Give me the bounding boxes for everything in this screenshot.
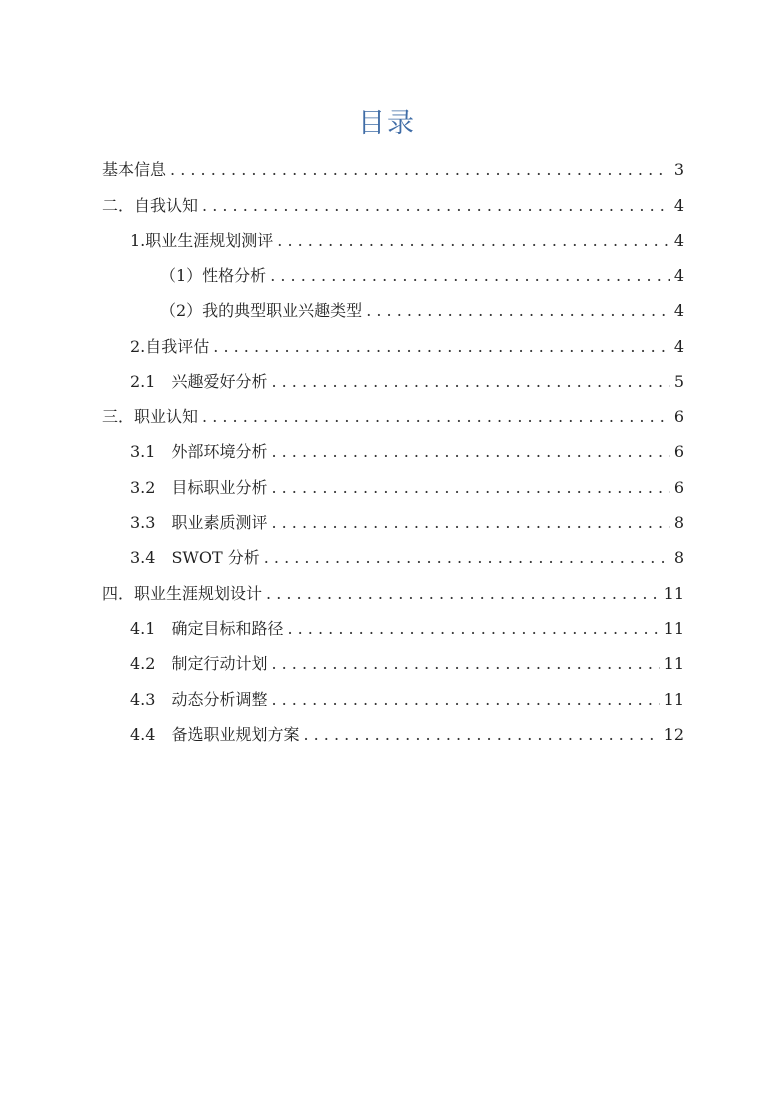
toc-leader-dots bbox=[202, 403, 670, 431]
toc-entry-action-plan[interactable] bbox=[130, 650, 684, 678]
toc-entry-interest-type[interactable] bbox=[160, 297, 684, 325]
toc-leader-dots bbox=[271, 650, 659, 678]
toc-page-number: 11 bbox=[663, 584, 684, 603]
toc-entry-self-cognition[interactable] bbox=[102, 192, 684, 220]
toc-entry-label: 4.1 确定目标和路径 bbox=[130, 619, 284, 638]
toc-page-number: 4 bbox=[673, 301, 684, 320]
toc-entry-basic-info[interactable] bbox=[102, 156, 684, 184]
toc-page-number: 6 bbox=[673, 407, 684, 426]
toc-entry-career-plan-design[interactable] bbox=[102, 580, 684, 608]
toc-page-number: 8 bbox=[673, 513, 684, 532]
toc-page-number: 12 bbox=[663, 725, 684, 744]
toc-leader-dots bbox=[277, 227, 670, 255]
toc-entry-dynamic-adjustment[interactable] bbox=[130, 686, 684, 714]
toc-page-number: 3 bbox=[673, 160, 684, 179]
toc-leader-dots bbox=[266, 580, 660, 608]
toc-leader-dots bbox=[271, 368, 669, 396]
toc-entry-label: 3.3 职业素质测评 bbox=[130, 513, 268, 532]
toc-page-number: 4 bbox=[673, 196, 684, 215]
toc-leader-dots bbox=[213, 333, 670, 361]
toc-leader-dots bbox=[170, 156, 670, 184]
toc-entry-label: 2.1 兴趣爱好分析 bbox=[130, 372, 268, 391]
toc-page-number: 8 bbox=[673, 548, 684, 567]
toc-leader-dots bbox=[271, 686, 659, 714]
toc-entry-label: （2）我的典型职业兴趣类型 bbox=[160, 301, 363, 320]
toc-entry-label: 1.职业生涯规划测评 bbox=[130, 231, 274, 250]
toc-entry-personality-analysis[interactable] bbox=[160, 262, 684, 290]
toc-entry-label: 三．职业认知 bbox=[102, 407, 199, 426]
toc-entry-alternative-plan[interactable] bbox=[130, 721, 684, 749]
toc-entry-self-evaluation[interactable] bbox=[130, 333, 684, 361]
toc-entry-career-cognition[interactable] bbox=[102, 403, 684, 431]
toc-entry-target-career[interactable] bbox=[130, 474, 684, 502]
toc-leader-dots bbox=[271, 438, 669, 466]
toc-entry-swot-analysis[interactable] bbox=[130, 544, 684, 572]
toc-entry-hobby-analysis[interactable] bbox=[130, 368, 684, 396]
toc-entry-label: 4.3 动态分析调整 bbox=[130, 690, 268, 709]
toc-leader-dots bbox=[303, 721, 659, 749]
toc-entry-label: 3.1 外部环境分析 bbox=[130, 442, 268, 461]
toc-entry-label: 2.自我评估 bbox=[130, 337, 210, 356]
toc-entry-quality-assessment[interactable] bbox=[130, 509, 684, 537]
toc-entry-label: 4.4 备选职业规划方案 bbox=[130, 725, 300, 744]
toc-leader-dots bbox=[264, 544, 670, 572]
toc-entry-external-environment[interactable] bbox=[130, 438, 684, 466]
toc-page-number: 4 bbox=[673, 337, 684, 356]
toc-entry-label: 基本信息 bbox=[102, 160, 167, 179]
toc-page-number: 11 bbox=[663, 654, 684, 673]
toc-leader-dots bbox=[271, 474, 669, 502]
toc-page-number: 6 bbox=[673, 442, 684, 461]
page-title: 目录 bbox=[358, 108, 416, 139]
toc-leader-dots bbox=[287, 615, 659, 643]
toc-entry-label: 3.2 目标职业分析 bbox=[130, 478, 268, 497]
toc-entry-label: 二．自我认知 bbox=[102, 196, 199, 215]
toc-leader-dots bbox=[202, 192, 670, 220]
toc-entry-goals-and-path[interactable] bbox=[130, 615, 684, 643]
toc-page-number: 11 bbox=[663, 690, 684, 709]
toc-entry-label: 3.4 SWOT 分析 bbox=[130, 548, 260, 567]
toc-leader-dots bbox=[366, 297, 670, 325]
toc-page-number: 11 bbox=[663, 619, 684, 638]
toc-entry-label: 四．职业生涯规划设计 bbox=[102, 584, 263, 603]
toc-page-number: 4 bbox=[673, 266, 684, 285]
toc-entry-label: 4.2 制定行动计划 bbox=[130, 654, 268, 673]
toc-page-number: 6 bbox=[673, 478, 684, 497]
toc-page-number: 4 bbox=[673, 231, 684, 250]
toc-leader-dots bbox=[270, 262, 670, 290]
toc-page-number: 5 bbox=[673, 372, 684, 391]
toc-entry-career-assessment[interactable] bbox=[130, 227, 684, 255]
toc-leader-dots bbox=[271, 509, 669, 537]
toc-entry-label: （1）性格分析 bbox=[160, 266, 267, 285]
